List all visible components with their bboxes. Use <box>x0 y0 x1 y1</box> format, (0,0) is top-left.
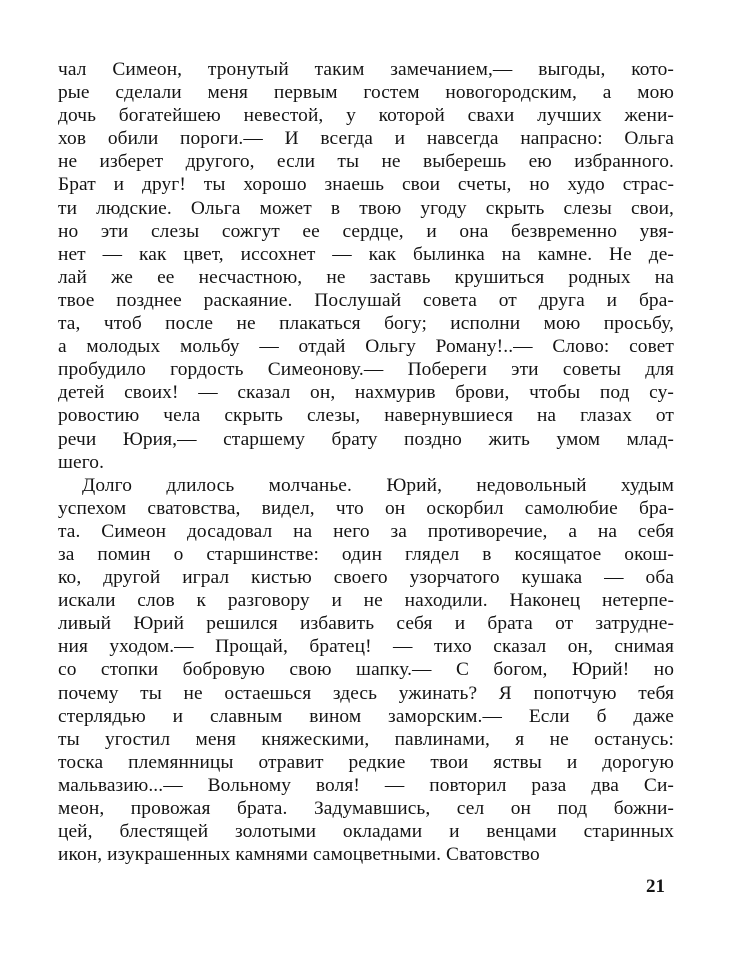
page-body <box>58 58 674 866</box>
text-line: ко, другой играл кистью своего узорчатого кушака — оба <box>58 567 674 589</box>
text-line: со стопки бобровую свою шапку.— С богом, Юрий! но <box>58 659 674 681</box>
text-line: пробудило гордость Симеонову.— Побереги эти советы для <box>58 359 674 381</box>
text-line: не изберет другого, если ты не выберешь ею избранного. <box>58 151 674 173</box>
text-line: рые сделали меня первым гостем новогородским, а мою <box>58 82 674 104</box>
text-line: детей своих! — сказал он, нахмурив брови, чтобы под су- <box>58 382 674 404</box>
text-line: ливый Юрий решился избавить себя и брата от затрудне- <box>58 613 674 635</box>
text-line: речи Юрия,— старшему брату поздно жить умом млад- <box>58 428 674 450</box>
text-line: цей, блестящей золотыми окладами и венцами старинных <box>58 821 674 843</box>
paragraph <box>58 58 674 474</box>
text-line: мальвазию...— Вольному воля! — повторил раза два Си- <box>58 774 674 796</box>
text-line: а молодых мольбу — отдай Ольгу Роману!..— Слово: совет <box>58 336 674 358</box>
text-line: шего. <box>58 451 105 473</box>
paragraph <box>58 474 674 867</box>
text-line: чал Симеон, тронутый таким замечанием,— выгоды, кото- <box>58 59 674 80</box>
text-line: искали слов к разговору и не находили. Наконец нетерпе- <box>58 590 674 612</box>
text-line: Брат и друг! ты хорошо знаешь свои счеты, но худо страс- <box>58 174 674 196</box>
text-line: та. Симеон досадовал на него за противоречие, а на себя <box>58 520 674 542</box>
text-line: ти людские. Ольга может в твою угоду скрыть слезы свои, <box>58 197 674 219</box>
text-line: ния уходом.— Прощай, братец! — тихо сказал он, снимая <box>58 636 674 658</box>
text-line: твое позднее раскаяние. Послушай совета от друга и бра- <box>58 289 674 311</box>
text-line: меон, провожая брата. Задумавшись, сел он под божни- <box>58 798 674 819</box>
text-line: Долго длилось молчанье. Юрий, недовольный худым <box>82 474 674 496</box>
text-line: тоска племянницы отравит редкие твои яствы и дорогую <box>58 751 674 773</box>
text-line: лай же ее несчастною, не заставь крушиться родных на <box>58 266 674 288</box>
text-line: ты угостил меня княжескими, павлинами, я не останусь: <box>58 728 674 750</box>
text-line: икон, изукрашенных камнями самоцветными. Сватовство <box>58 844 540 866</box>
text-line: хов обили пороги.— И всегда и навсегда напрасно: Ольга <box>58 128 674 150</box>
text-line: почему ты не остаешься здесь ужинать? Я попотчую тебя <box>58 682 674 704</box>
page-number: 21 <box>646 876 665 897</box>
text-line: ровостию чела скрыть слезы, навернувшиеся на глазах от <box>58 405 674 427</box>
text-line: стерлядью и славным вином заморским.— Если б даже <box>58 705 674 727</box>
text-line: дочь богатейшею невестой, у которой свахи лучших жени- <box>58 105 674 127</box>
text-line: нет — как цвет, иссохнет — как былинка на камне. Не де- <box>58 243 674 265</box>
text-line: та, чтоб после не плакаться богу; исполни мою просьбу, <box>58 313 674 335</box>
text-line: за помин о старшинстве: один глядел в косящатое окош- <box>58 543 674 565</box>
text-line: успехом сватовства, видел, что он оскорбил самолюбие бра- <box>58 497 674 519</box>
text-line: но эти слезы сожгут ее сердце, и она безвременно увя- <box>58 220 674 242</box>
